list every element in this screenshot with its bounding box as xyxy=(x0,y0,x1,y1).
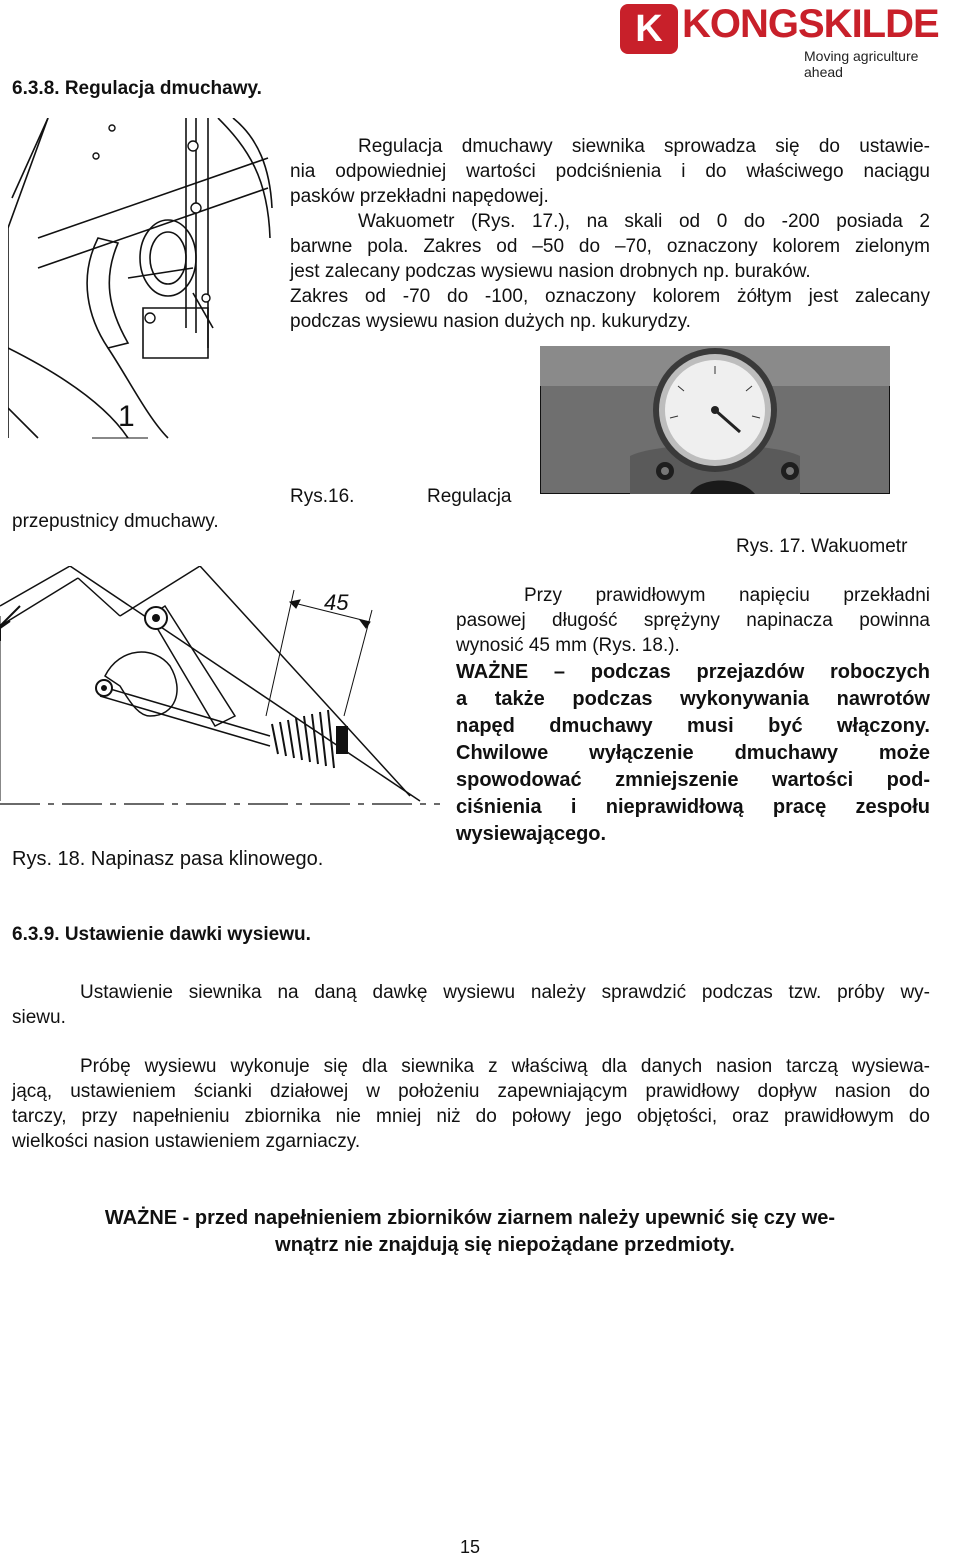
figure-18-belt-tensioner-drawing xyxy=(0,566,440,810)
figure-18-dimension-label: 45 xyxy=(324,590,349,615)
intro-line-5: barwne pola. Zakres od –50 do –70, oznaczony kolorem zielonym xyxy=(290,236,930,257)
seeding-p1-line-1: Ustawienie siewnika na daną dawkę wysiewu należy sprawdzić podczas tzw. próby wy- xyxy=(80,982,930,1003)
warning-line-3: napęd dmuchawy musi być włączony. xyxy=(456,715,930,737)
section-heading-seeding-rate: 6.3.9. Ustawienie dawki wysiewu. xyxy=(12,924,311,945)
intro-line-6: jest zalecany podczas wysiewu nasion drobnych np. buraków. xyxy=(290,261,811,282)
final-warning-line-2: wnątrz nie znajdują się niepożądane przedmioty. xyxy=(275,1234,735,1256)
intro-line-4: Wakuometr (Rys. 17.), na skali od 0 do -200 posiada 2 xyxy=(358,211,930,232)
warning-line-4: Chwilowe wyłączenie dmuchawy może xyxy=(456,742,930,764)
figure-16-caption-word: Regulacja xyxy=(427,486,512,507)
intro-line-3: pasków przekładni napędowej. xyxy=(290,186,549,207)
figure-16-blower-throttle-drawing xyxy=(8,118,274,442)
kongskilde-logo-mark: K xyxy=(620,4,678,54)
figure-16-caption-label: Rys.16. xyxy=(290,486,355,507)
warning-line-7: wysiewającego. xyxy=(456,823,607,845)
page-number: 15 xyxy=(460,1537,481,1557)
warning-line-1: WAŻNE – podczas przejazdów roboczych xyxy=(456,661,930,683)
seeding-p2-line-1: Próbę wysiewu wykonuje się dla siewnika z właściwą dla danych nasion tarczą wysiewa- xyxy=(80,1056,930,1077)
final-warning-line-1: WAŻNE - przed napełnieniem zbiorników ziarnem należy upewnić się czy we- xyxy=(104,1207,836,1229)
figure-17-caption: Rys. 17. Wakuometr xyxy=(736,536,908,557)
spring-line-1: Przy prawidłowym napięciu przekładni xyxy=(524,585,930,606)
figure-18-caption: Rys. 18. Napinasz pasa klinowego. xyxy=(12,848,324,870)
seeding-p1-line-2: siewu. xyxy=(12,1007,66,1028)
warning-line-6: ciśnienia i nieprawidłową pracę zespołu xyxy=(456,796,930,818)
kongskilde-logo-name: KONGSKILDE xyxy=(682,2,939,46)
seeding-p2-line-3: tarczy, przy napełnieniu zbiornika nie mniej niż do połowy jego objętości, oraz prawidłowym do xyxy=(12,1106,930,1127)
kongskilde-logo-tagline: Moving agriculture ahead xyxy=(804,48,919,80)
seeding-p2-line-4: wielkości nasion ustawieniem zgarniaczy. xyxy=(12,1131,361,1152)
warning-line-5: spowodować zmniejszenie wartości pod- xyxy=(456,769,930,791)
intro-line-2: nia odpowiedniej wartości podciśnienia i do właściwego naciągu xyxy=(290,161,930,182)
intro-line-1: Regulacja dmuchawy siewnika sprowadza się do ustawie- xyxy=(358,136,930,157)
intro-line-7: Zakres od -70 do -100, oznaczony kolorem żółtym jest zalecany xyxy=(290,286,930,307)
seeding-p2-line-2: jącą, ustawieniem ścianki działowej w położeniu zapewniającym prawidłowy dopływ nasion do xyxy=(12,1081,930,1102)
figure-16-callout-number: 1 xyxy=(118,400,135,433)
spring-line-3: wynosić 45 mm (Rys. 18.). xyxy=(456,635,680,656)
spring-line-2: pasowej długość sprężyny napinacza powinna xyxy=(456,610,930,631)
warning-line-2: a także podczas wykonywania nawrotów xyxy=(456,688,930,710)
section-heading-blower: 6.3.8. Regulacja dmuchawy. xyxy=(12,78,262,99)
figure-16-caption-end: przepustnicy dmuchawy. xyxy=(12,511,219,532)
intro-line-8: podczas wysiewu nasion dużych np. kukurydzy. xyxy=(290,311,691,332)
figure-17-vacuum-gauge-photo xyxy=(540,346,890,494)
